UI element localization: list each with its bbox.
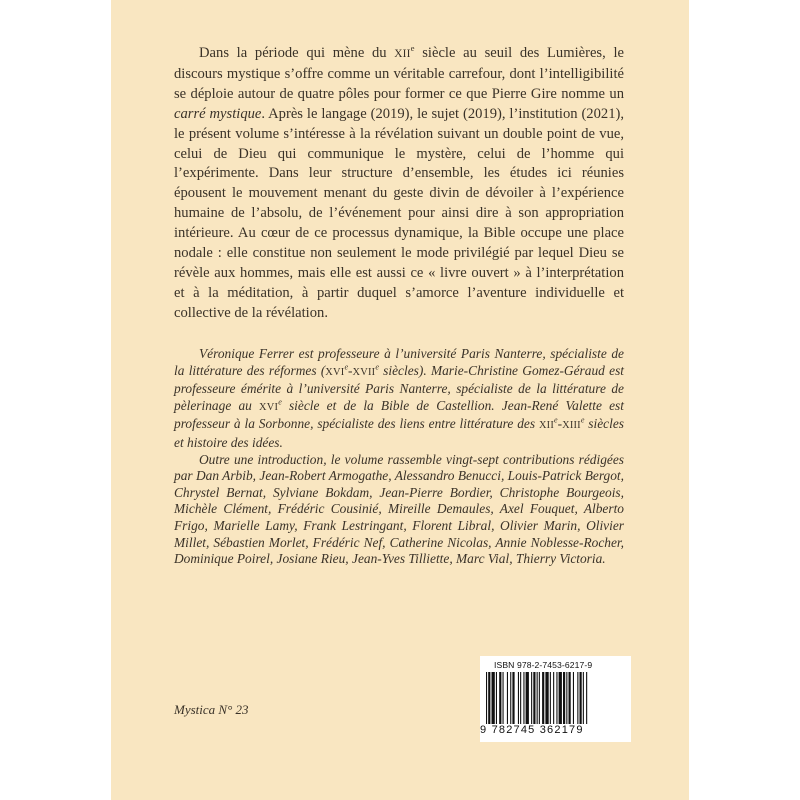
barcode-bar (518, 672, 519, 724)
isbn-barcode (480, 656, 631, 742)
authors-block (174, 346, 624, 568)
barcode-bar (542, 672, 544, 724)
barcode-bars (486, 672, 625, 726)
barcode-bar (533, 672, 535, 724)
barcode-bar (512, 672, 514, 724)
barcode-bar (556, 672, 557, 724)
barcode-bar (537, 672, 538, 724)
barcode-bar (526, 672, 529, 724)
isbn-label: ISBN 978-2-7453-6217-9 (494, 660, 593, 670)
barcode-bar (553, 672, 554, 724)
barcode-bar (586, 672, 587, 724)
barcode-bar (507, 672, 508, 724)
barcode-bar (559, 672, 562, 724)
barcode-bar (577, 672, 578, 724)
barcode-bar (486, 672, 487, 724)
barcode-bar (545, 672, 548, 724)
barcode-bar (583, 672, 584, 724)
editors-bio: Véronique Ferrer est professeure à l’université Paris Nanterre, spécialiste de la littérature des réformes (XVIe-XVIIe siècles). Marie-Christine Gomez-Géraud est professeure émérite à l’université Paris Nanterre, spécialiste de la littérature de pèlerinage au XVIe siècle et de la Bible de Castellion. Jean-René Valette est professeur à la Sorbonne, spécialiste des liens entre littérature des XIIe-XIIIe siècles et histoire des idées. (174, 346, 624, 450)
barcode-bar (520, 672, 521, 724)
summary-paragraph: Dans la période qui mène du XIIe siècle au seuil des Lumières, le discours mystique s’offre comme un véritable carrefour, dont l’intelligibilité se déploie autour de quatre pôles pour former ce que Pierre Gire nomme un carré mystique. Après le langage (2019), le sujet (2019), l’institution (2021), le présent volume s’intéresse à la révélation suivant un double point de vue, celui de Dieu qui communique le mystère, celui de l’homme qui l’expérimente. Dans leur structure d’ensemble, les études ici réunies épousent le mouvement menant du geste divin de dévoiler à l’expérience humaine de l’absolu, de l’événement pour ainsi dire à son appropriation intérieure. Au cœur de ce processus dynamique, la Bible occupe une place nodale : elle constitue non seulement le mode privilégié par lequel Dieu se révèle aux hommes, mais elle est aussi ce « livre ouvert » à l’interprétation et à la méditation, à partir duquel s’amorce l’aventure individuelle et collective de la révélation. (174, 43, 624, 321)
contributors-paragraph: Outre une introduction, le volume rassemble vingt-sept contributions rédigées par Dan Arbib, Jean-Robert Armogathe, Alessandro Benucci, Louis-Patrick Bergot, Chrystel Bernat, Sylviane Bokdam, Jean-Pierre Bordier, Christophe Bourgeois, Michèle Clément, Frédéric Cousinié, Mireille Demaules, Axel Fouquet, Alberto Frigo, Marielle Lamy, Frank Lestringant, Florent Libral, Olivier Marin, Olivier Millet, Sébastien Morlet, Frédéric Nef, Catherine Nicolas, Annie Noblesse-Rocher, Dominique Poirel, Josiane Rieu, Jean-Yves Tilliette, Marc Vial, Thierry Victoria. (174, 451, 624, 567)
italic-phrase: carré mystique (174, 105, 262, 122)
barcode-bar (492, 672, 495, 724)
barcode-bar (510, 672, 511, 724)
barcode-bar (563, 672, 565, 724)
back-cover (111, 0, 689, 800)
barcode-bar (539, 672, 540, 724)
ean-digits: 9 782745 362179 (480, 724, 584, 736)
barcode-bar (531, 672, 532, 724)
barcode-bar (523, 672, 524, 724)
barcode-bar (566, 672, 567, 724)
barcode-bar (499, 672, 501, 724)
barcode-bar (550, 672, 551, 724)
barcode-bar (569, 672, 571, 724)
series-label: Mystica N° 23 (174, 702, 249, 717)
barcode-bar (488, 672, 490, 724)
barcode-bar (580, 672, 582, 724)
barcode-bar (503, 672, 504, 724)
barcode-bar (496, 672, 497, 724)
barcode-bar (573, 672, 574, 724)
